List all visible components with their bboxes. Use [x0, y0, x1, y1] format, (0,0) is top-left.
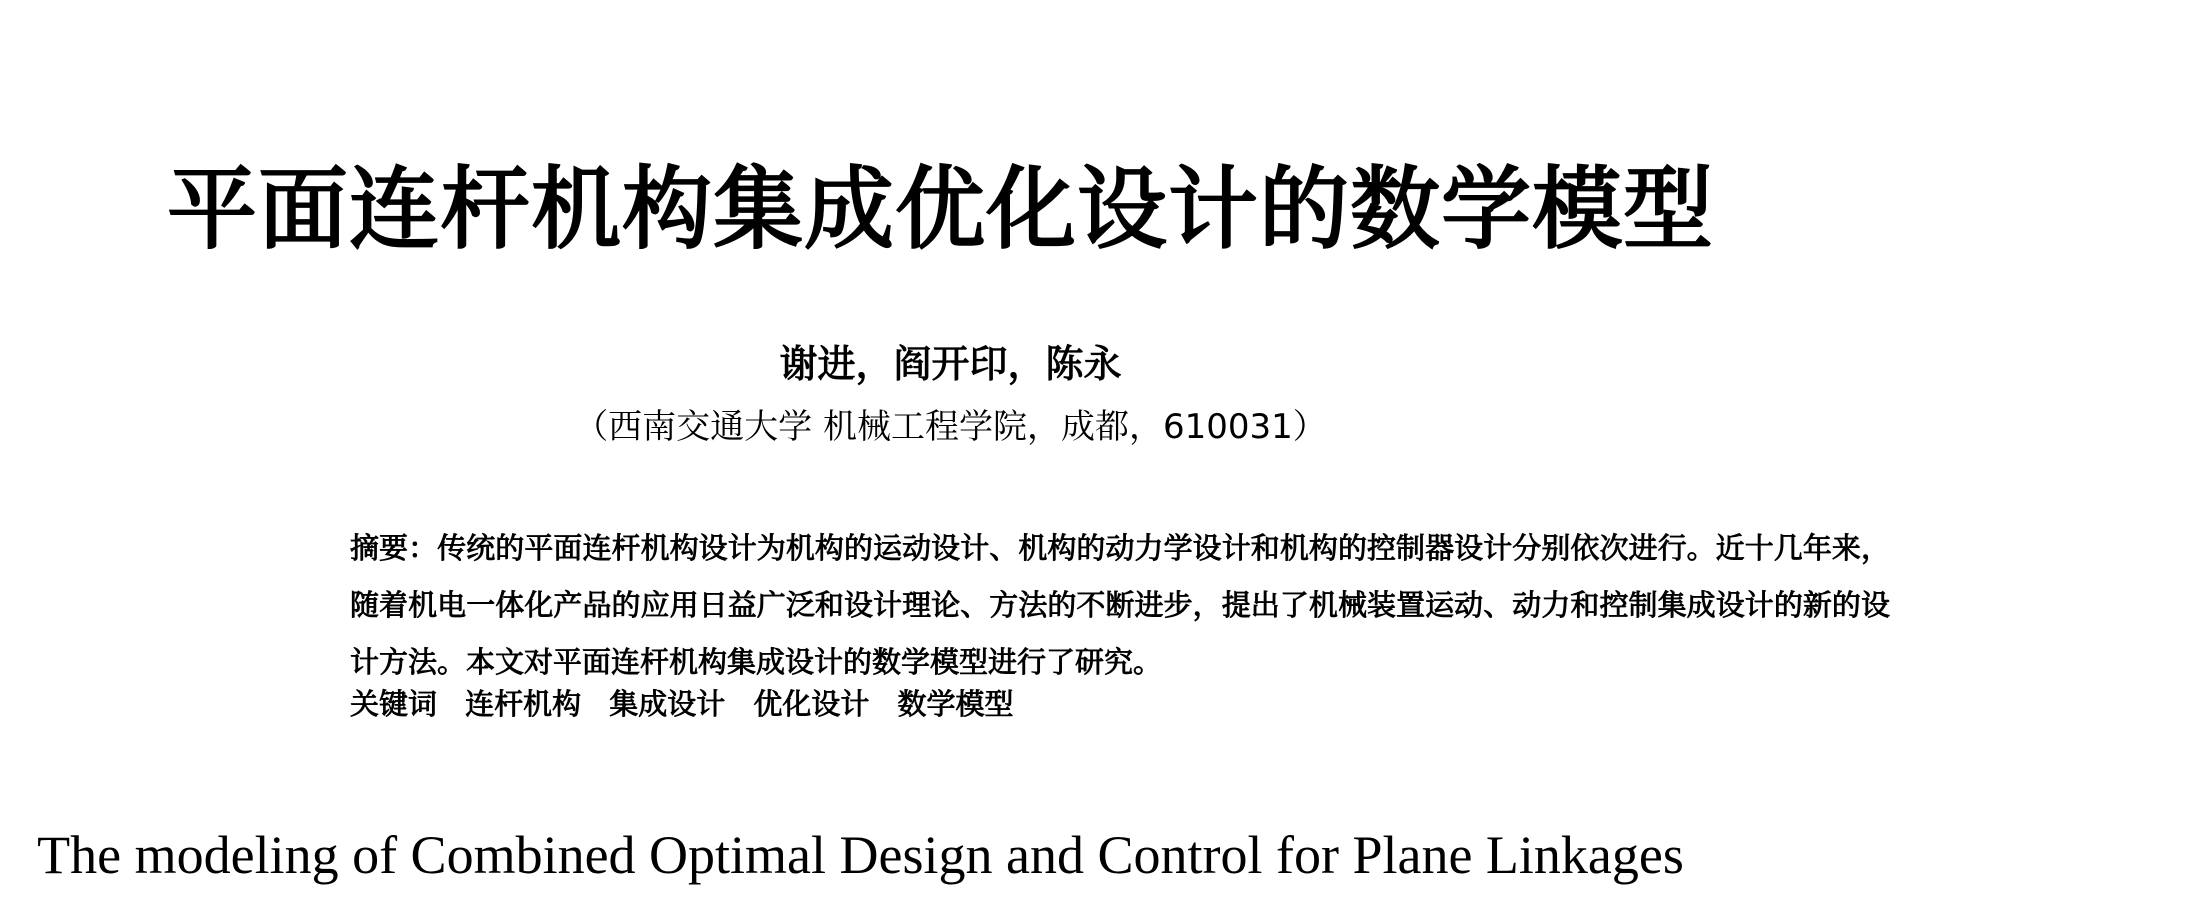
abstract-label: 摘要： [350, 531, 438, 565]
page-title: 平面连杆机构集成优化设计的数学模型 [167, 157, 1714, 262]
keyword: 集成设计 [609, 687, 726, 721]
abstract-text: 传统的平面连杆机构设计为机构的运动设计、机构的动力学设计和机构的控制器设计分别依次进行。近十几年来，随着机电一体化产品的应用日益广泛和设计理论、方法的不断进步，提出了机械装置运动、动力和控制集成设计的新的设计方法。本文对平面连杆机构集成设计的数学模型进行了研究。 [350, 531, 1890, 679]
keywords [350, 687, 1890, 721]
keyword: 数学模型 [897, 687, 1014, 721]
keyword: 优化设计 [753, 687, 870, 721]
keyword: 连杆机构 [465, 687, 582, 721]
affiliation: （西南交通大学 机械工程学院，成都，610031） [574, 407, 1327, 447]
author-list: 谢进，阎开印，陈永 [779, 342, 1122, 386]
english-title: The modeling of Combined Optimal Design and Control for Plane Linkages [37, 825, 1684, 885]
abstract [350, 520, 1890, 691]
keywords-label: 关键词 [350, 687, 438, 721]
